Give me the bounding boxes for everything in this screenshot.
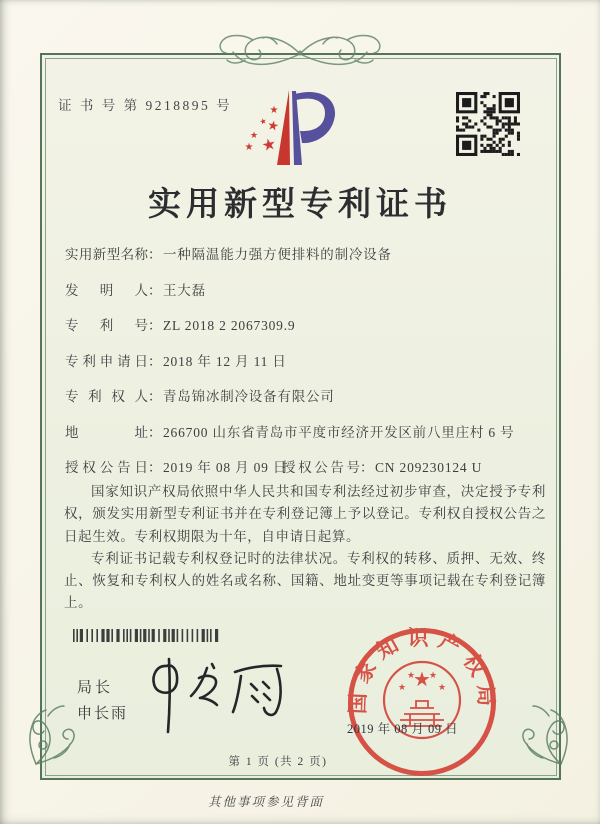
field-label: 专利号 <box>65 318 148 333</box>
svg-text:★: ★ <box>265 118 280 135</box>
svg-text:★: ★ <box>244 142 254 153</box>
svg-text:★: ★ <box>259 133 278 156</box>
svg-text:★: ★ <box>258 116 268 127</box>
handwritten-signature <box>143 652 293 737</box>
svg-text:★: ★ <box>428 671 438 681</box>
field-value: 2019 年 08 月 09 日 <box>163 460 288 475</box>
field-list <box>65 246 535 495</box>
svg-text:★: ★ <box>397 683 407 693</box>
field-value: ZL 2018 2 2067309.9 <box>163 318 296 333</box>
legal-paragraph: 专利证书记载专利权登记时的法律状况。专利权的转移、质押、无效、终止、恢复和专利权人的姓名或名称、国籍、地址变更等事项记载在专利登记簿上。 <box>64 550 546 611</box>
field-row: 地址： 266700 山东省青岛市平度市经济开发区前八里庄村 6 号 <box>65 424 515 440</box>
svg-text:★: ★ <box>249 131 259 141</box>
field-row: 发明人： 王大磊 <box>65 282 206 298</box>
svg-text:★: ★ <box>406 671 416 681</box>
signer-name: 申长雨 <box>77 706 129 722</box>
field-value: 2018 年 12 月 11 日 <box>163 353 287 369</box>
svg-text:★: ★ <box>437 683 447 693</box>
field-label: 发明人 <box>65 282 148 298</box>
certificate-title: 实用新型专利证书 <box>148 187 452 223</box>
field-row: 专利权人： 青岛锦冰制冷设备有限公司 <box>65 389 335 404</box>
field-label: 授权公告号 <box>282 460 360 475</box>
legal-paragraph: 国家知识产权局依照中华人民共和国专利法经过初步审查，决定授予专利权，颁发实用新型专利证书并在专利登记簿上予以登记。专利权自授权公告之日起生效。专利权期限为十年，自申请日起算。 <box>64 484 546 544</box>
signer-title: 局长 <box>77 680 114 696</box>
seal-date: 2019 年 08 月 09 日 <box>347 722 459 736</box>
field-label: 地址 <box>65 424 148 440</box>
field-value: CN 209230124 U <box>375 460 483 475</box>
field-value: 一种隔温能力强方便排料的制冷设备 <box>163 247 392 262</box>
field-label: 专利权人 <box>65 389 148 404</box>
svg-text:★: ★ <box>413 667 431 691</box>
field-row: 专利号： ZL 2018 2 2067309.9 <box>65 318 296 333</box>
barcode <box>73 629 219 642</box>
field-row: 实用新型名称： 一种隔温能力强方便排料的制冷设备 <box>65 247 392 262</box>
svg-text:★: ★ <box>269 105 279 116</box>
field-value: 青岛锦冰制冷设备有限公司 <box>163 389 335 404</box>
grant-number-pair: 授权公告号： CN 209230124 U <box>282 460 483 475</box>
field-label: 专利申请日 <box>65 353 148 369</box>
field-row: 授权公告日： 2019 年 08 月 09 日 授权公告号： CN 209230124 U <box>65 460 483 475</box>
scroll-ornament-icon <box>205 28 395 80</box>
field-label: 授权公告日 <box>65 460 148 475</box>
back-note: 其他事项参见背面 <box>207 795 324 809</box>
field-value: 王大磊 <box>163 282 206 298</box>
seal-text: 国家知识产权局 <box>345 626 499 715</box>
cnipa-logo-icon <box>226 86 376 170</box>
field-label: 实用新型名称 <box>65 247 148 262</box>
field-value: 266700 山东省青岛市平度市经济开发区前八里庄村 6 号 <box>163 424 515 440</box>
legal-text <box>64 481 546 615</box>
field-row: 专利申请日： 2018 年 12 月 11 日 <box>65 353 287 369</box>
page-number: 第 1 页 (共 2 页) <box>228 756 328 768</box>
qr-code <box>456 92 520 156</box>
certificate-number: 证 书 号 第 9218895 号 <box>58 98 233 113</box>
